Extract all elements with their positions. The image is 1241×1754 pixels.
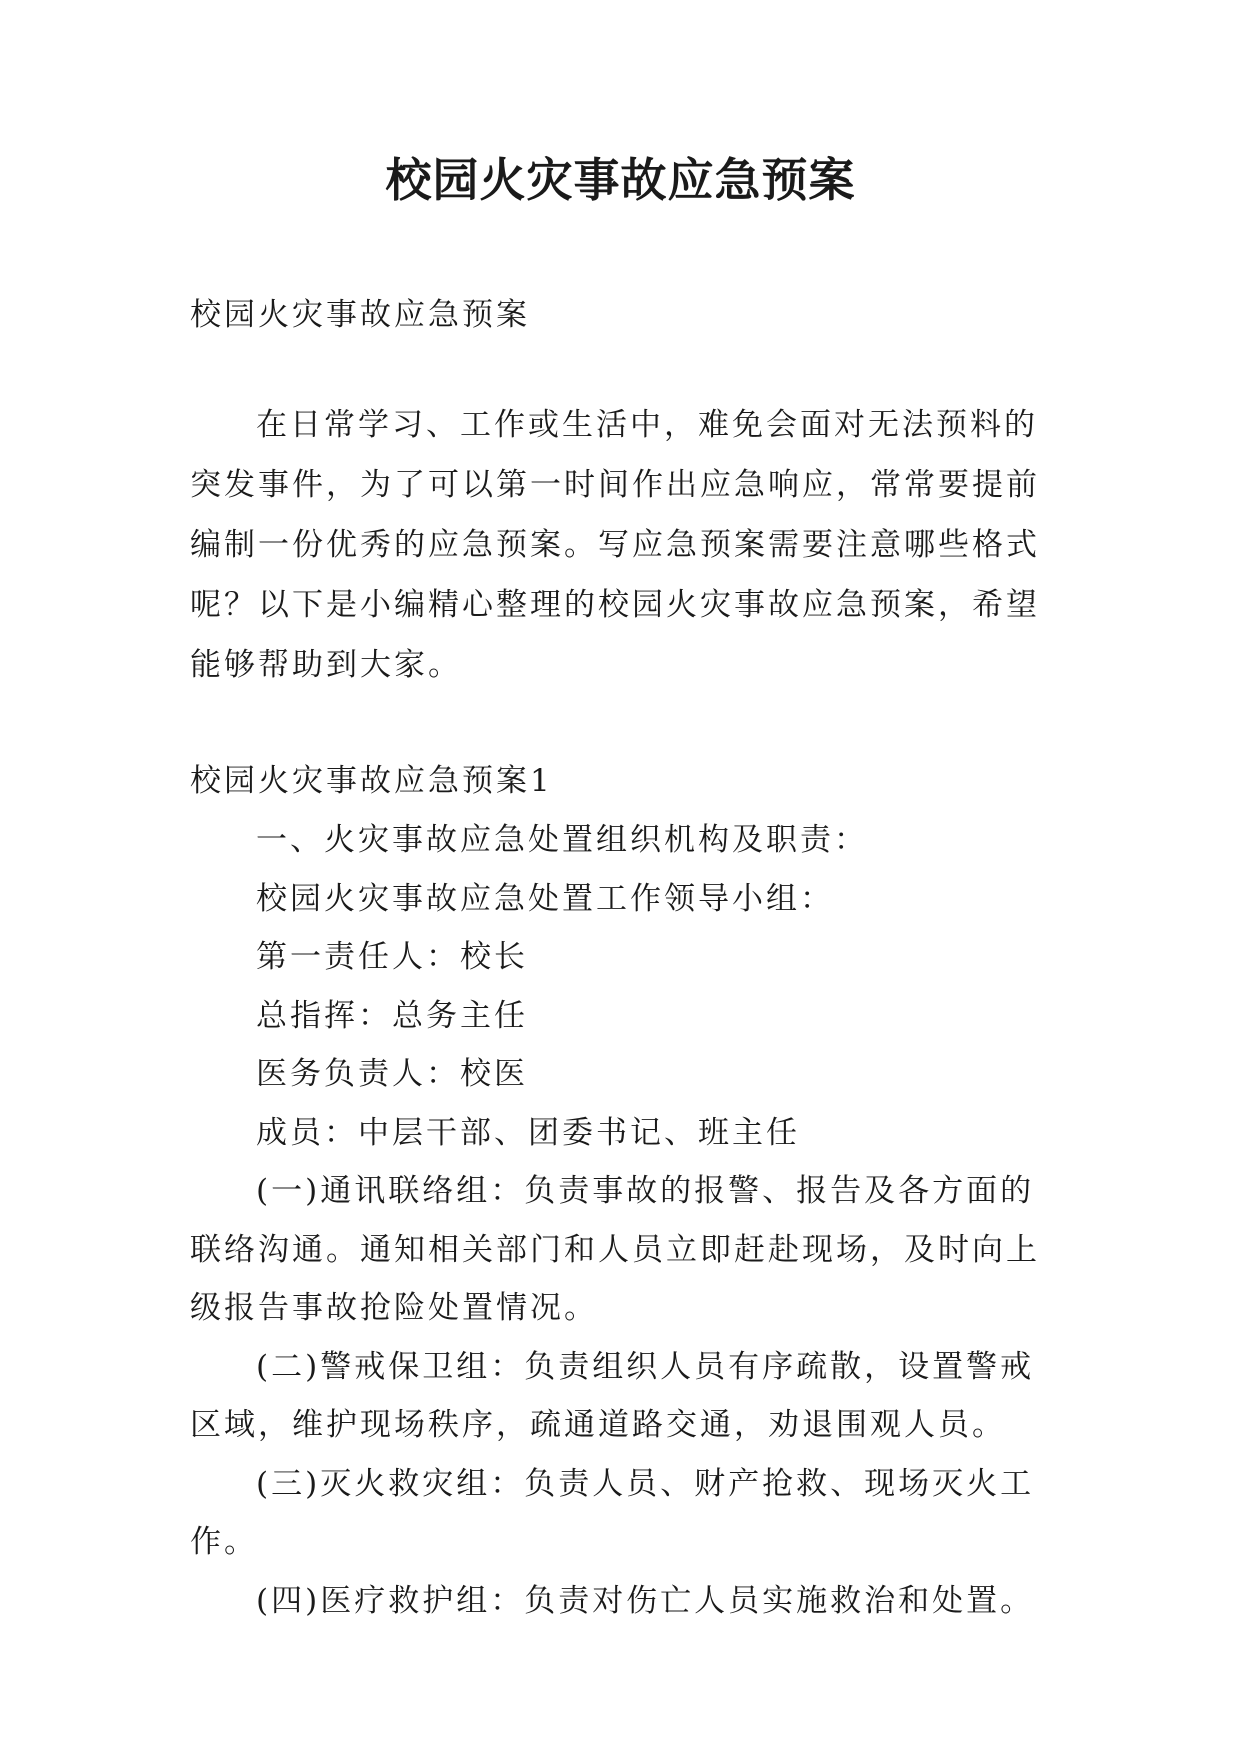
section-line-first-responsible: 第一责任人：校长	[256, 939, 528, 975]
section-line-commander: 总指挥：总务主任	[256, 997, 528, 1034]
section-line-security-group: (二)警戒保卫组：负责组织人员有序疏散，设置警戒区域，维护现场秩序，疏通道路交通，劝退围观人员。	[190, 1348, 1035, 1443]
section-line-leadership: 校园火灾事故应急处置工作领导小组：	[256, 880, 834, 917]
section-heading: 校园火灾事故应急预案1	[190, 763, 553, 799]
section-line-medical-group: (四)医疗救护组：负责对伤亡人员实施救治和处置。	[256, 1582, 1035, 1619]
document-title: 校园火灾事故应急预案	[385, 153, 856, 207]
section-line-communication-group: (一)通讯联络组：负责事故的报警、报告及各方面的联络沟通。通知相关部门和人员立即赶赴现场，及时向上级报告事故抢险处置情况。	[190, 1173, 1040, 1326]
section-line-medical-lead: 医务负责人：校医	[256, 1056, 528, 1092]
intro-paragraph: 在日常学习、工作或生活中，难免会面对无法预料的突发事件，为了可以第一时间作出应急响应，常常要提前编制一份优秀的应急预案。写应急预案需要注意哪些格式呢？以下是小编精心整理的校园火灾事故应急预案，希望能够帮助到大家。	[190, 407, 1040, 683]
document-body	[190, 285, 1060, 1630]
section-line-firefighting-group: (三)灭火救灾组：负责人员、财产抢救、现场灭火工作。	[190, 1465, 1035, 1560]
section-line-members: 成员：中层干部、团委书记、班主任	[256, 1114, 800, 1151]
document-subtitle: 校园火灾事故应急预案	[190, 297, 530, 333]
section-line-org: 一、火灾事故应急处置组织机构及职责：	[256, 822, 868, 858]
